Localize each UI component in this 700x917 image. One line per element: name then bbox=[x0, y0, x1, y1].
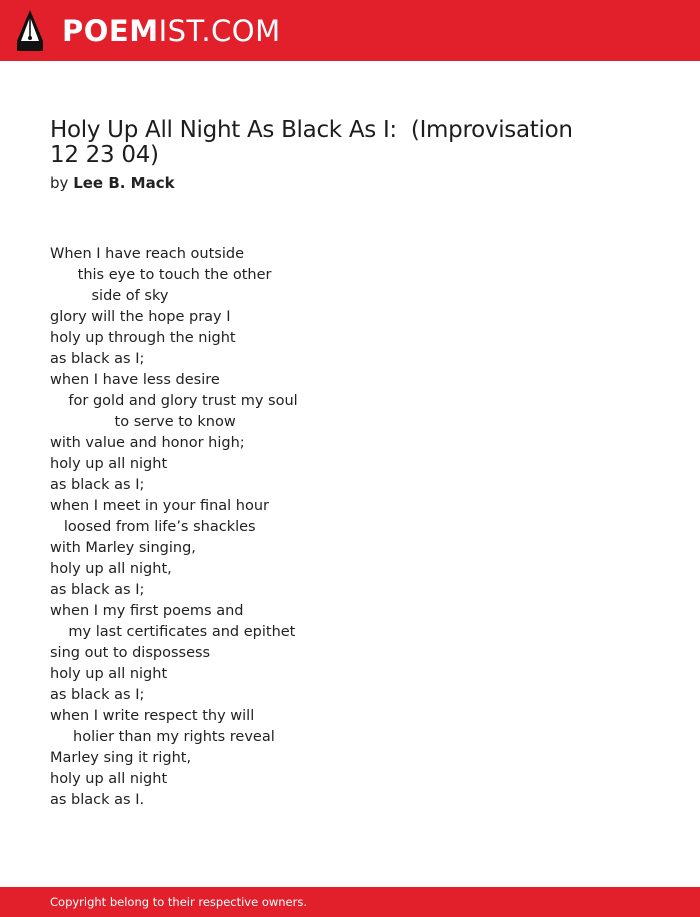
byline bbox=[50, 174, 175, 192]
poem-line: holy up through the night bbox=[50, 330, 236, 346]
poem-line: glory will the hope pray I bbox=[50, 309, 231, 325]
poem-line: Marley sing it right, bbox=[50, 750, 192, 766]
poem-line: this eye to touch the other bbox=[50, 267, 272, 283]
poem-line: as black as I; bbox=[50, 687, 145, 703]
poem-body bbox=[50, 244, 650, 811]
poem-line: with value and honor high; bbox=[50, 435, 245, 451]
site-header bbox=[0, 0, 700, 61]
poem-line: with Marley singing, bbox=[50, 540, 196, 556]
poem-line: When I have reach outside bbox=[50, 246, 244, 262]
poem-line: as black as I; bbox=[50, 351, 145, 367]
site-logo[interactable] bbox=[62, 12, 281, 50]
poem-line: when I have less desire bbox=[50, 372, 220, 388]
poem-line: side of sky bbox=[50, 288, 169, 304]
pen-nib-icon[interactable] bbox=[17, 10, 43, 51]
logo-text-bold: POEM bbox=[62, 14, 159, 48]
poem-line: my last certificates and epithet bbox=[50, 624, 296, 640]
poem-line: holy up all night bbox=[50, 771, 168, 787]
poem-line: when I write respect thy will bbox=[50, 708, 255, 724]
poem-line: holier than my rights reveal bbox=[50, 729, 275, 745]
poem-title: Holy Up All Night As Black As I: (Improvisation 12 23 04) bbox=[50, 117, 573, 168]
author-name[interactable]: Lee B. Mack bbox=[73, 174, 175, 192]
poem-line: when I my first poems and bbox=[50, 603, 244, 619]
poem-line: to serve to know bbox=[50, 414, 236, 430]
poem-line: holy up all night bbox=[50, 666, 168, 682]
poem-line: as black as I. bbox=[50, 792, 145, 808]
site-footer bbox=[0, 887, 700, 917]
copyright-text: Copyright belong to their respective owners. bbox=[50, 895, 308, 909]
poem-line: holy up all night bbox=[50, 456, 168, 472]
logo-text-light: IST.COM bbox=[158, 14, 281, 48]
poem-line: for gold and glory trust my soul bbox=[50, 393, 298, 409]
by-label: by bbox=[50, 174, 69, 192]
poem-line: when I meet in your final hour bbox=[50, 498, 270, 514]
poem-line: as black as I; bbox=[50, 582, 145, 598]
poem-line: as black as I; bbox=[50, 477, 145, 493]
poem-line: sing out to dispossess bbox=[50, 645, 211, 661]
poem-line: loosed from life’s shackles bbox=[50, 519, 256, 535]
poem-line: holy up all night, bbox=[50, 561, 172, 577]
